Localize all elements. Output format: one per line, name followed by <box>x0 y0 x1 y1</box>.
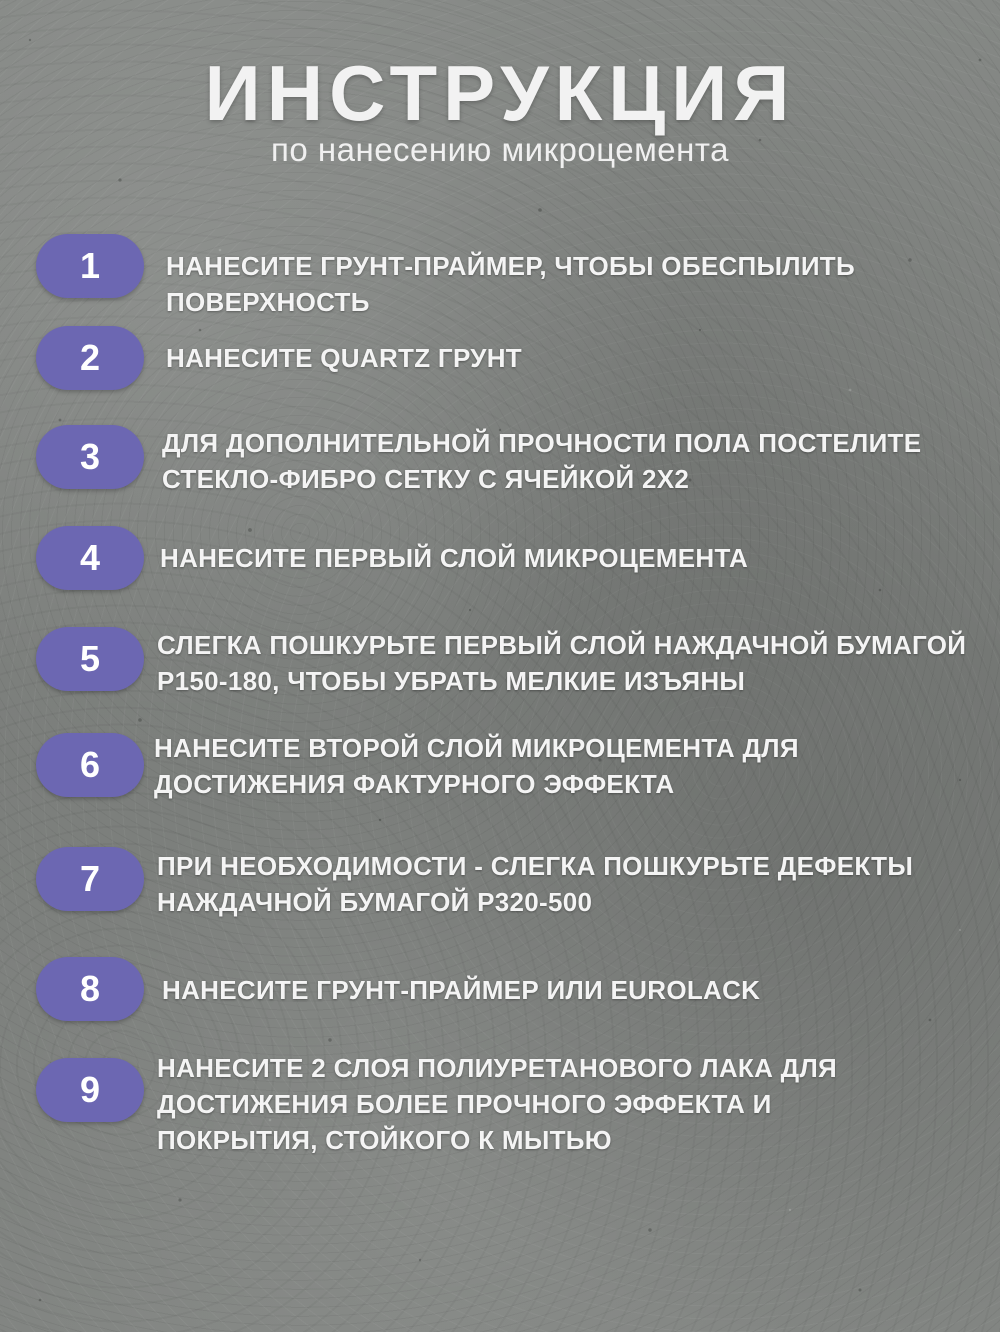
step-number-badge: 5 <box>36 627 144 691</box>
step-number-badge: 9 <box>36 1058 144 1122</box>
step-text: НАНЕСИТЕ ПЕРВЫЙ СЛОЙ МИКРОЦЕМЕНТА <box>160 543 749 573</box>
page-subtitle: по нанесению микроцемента <box>271 131 729 168</box>
step-text: НАНЕСИТЕ ВТОРОЙ СЛОЙ МИКРОЦЕМЕНТА ДЛЯ ДОСТИЖЕНИЯ ФАКТУРНОГО ЭФФЕКТА <box>154 733 799 799</box>
step-number-badge: 4 <box>36 526 144 590</box>
step-text: НАНЕСИТЕ ГРУНТ-ПРАЙМЕР, ЧТОБЫ ОБЕСПЫЛИТЬ ПОВЕРХНОСТЬ <box>166 251 855 317</box>
step-number-badge: 6 <box>36 733 144 797</box>
step-text: ДЛЯ ДОПОЛНИТЕЛЬНОЙ ПРОЧНОСТИ ПОЛА ПОСТЕЛИТЕ СТЕКЛО-ФИБРО СЕТКУ С ЯЧЕЙКОЙ 2Х2 <box>162 428 922 494</box>
step-number-badge: 2 <box>36 326 144 390</box>
step-number-badge: 1 <box>36 234 144 298</box>
step-text: НАНЕСИТЕ 2 СЛОЯ ПОЛИУРЕТАНОВОГО ЛАКА ДЛЯ ДОСТИЖЕНИЯ БОЛЕЕ ПРОЧНОГО ЭФФЕКТА И ПОКРЫТИЯ, СТОЙКОГО К МЫТЬЮ <box>157 1053 838 1155</box>
step-number-badge: 7 <box>36 847 144 911</box>
step-text: СЛЕГКА ПОШКУРЬТЕ ПЕРВЫЙ СЛОЙ НАЖДАЧНОЙ БУМАГОЙ Р150-180, ЧТОБЫ УБРАТЬ МЕЛКИЕ ИЗЪЯНЫ <box>157 630 967 696</box>
step-text: ПРИ НЕОБХОДИМОСТИ - СЛЕГКА ПОШКУРЬТЕ ДЕФЕКТЫ НАЖДАЧНОЙ БУМАГОЙ Р320-500 <box>157 851 914 917</box>
step-text: НАНЕСИТЕ QUARTZ ГРУНТ <box>166 343 522 373</box>
step-number-badge: 8 <box>36 957 144 1021</box>
page-title: ИНСТРУКЦИЯ <box>204 49 796 137</box>
step-number-badge: 3 <box>36 425 144 489</box>
step-text: НАНЕСИТЕ ГРУНТ-ПРАЙМЕР ИЛИ EUROLACK <box>162 975 761 1005</box>
